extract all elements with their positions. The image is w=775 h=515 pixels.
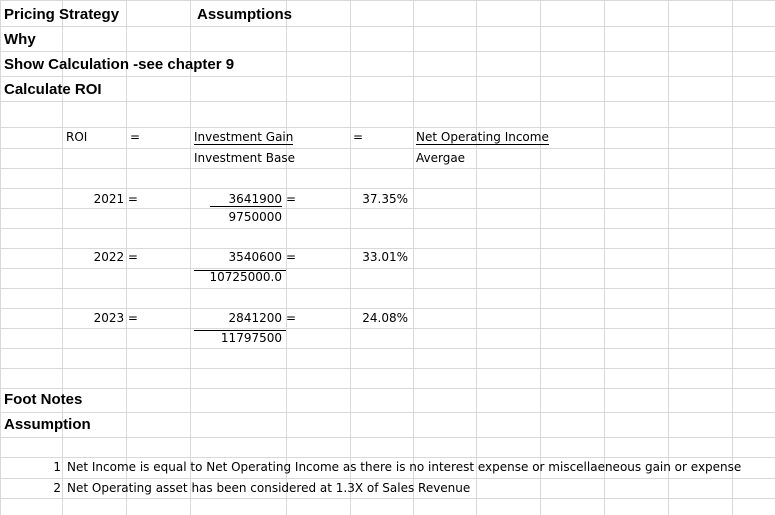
cell-footnote-text[interactable]: Net Operating asset has been considered at 1.3X of Sales Revenue (67, 481, 471, 495)
cell-investment-base[interactable]: Investment Base (194, 151, 296, 165)
cell-roi-label[interactable]: ROI (66, 130, 88, 144)
cell-footnote-number[interactable]: 2 (53, 481, 61, 495)
cell-year-2023[interactable]: 2023 = (93, 311, 138, 325)
cell-equals[interactable]: = (130, 130, 141, 144)
cell-year-2021[interactable]: 2021 = (93, 192, 138, 206)
cell-average[interactable]: Avergae (416, 151, 466, 165)
cell-roi-result-2023[interactable]: 24.08% (362, 311, 408, 325)
cell-denominator-2022[interactable]: 10725000.0 (209, 270, 282, 284)
cell-denominator-2023[interactable]: 11797500 (220, 331, 282, 345)
cell-assumption[interactable]: Assumption (4, 416, 91, 433)
cell-year-2022[interactable]: 2022 = (93, 250, 138, 264)
cell-foot-notes[interactable]: Foot Notes (4, 391, 83, 408)
cell-numerator-2022[interactable]: 3540600 (228, 250, 282, 264)
cell-why[interactable]: Why (4, 31, 36, 48)
cell-calculate-roi[interactable]: Calculate ROI (4, 81, 102, 98)
cell-roi-result-2021[interactable]: 37.35% (362, 192, 408, 206)
cell-footnote-text[interactable]: Net Income is equal to Net Operating Income as there is no interest expense or miscellaeneous gain or expense (67, 460, 742, 474)
cell-numerator-2023[interactable]: 2841200 (228, 311, 282, 325)
cell-equals[interactable]: = (286, 311, 297, 325)
cell-roi-result-2022[interactable]: 33.01% (362, 250, 408, 264)
cell-equals[interactable]: = (286, 192, 297, 206)
cell-assumptions[interactable]: Assumptions (197, 6, 293, 23)
cell-investment-gain[interactable]: Investment Gain (194, 130, 294, 144)
cell-equals[interactable]: = (286, 250, 297, 264)
cell-pricing-strategy[interactable]: Pricing Strategy (4, 6, 120, 23)
cell-denominator-2021[interactable]: 9750000 (228, 210, 282, 224)
cell-net-operating-income[interactable]: Net Operating Income (416, 130, 549, 144)
cell-footnote-number[interactable]: 1 (53, 460, 61, 474)
cell-numerator-2021[interactable]: 3641900 (210, 193, 282, 207)
cell-equals[interactable]: = (353, 130, 364, 144)
cell-show-calculation[interactable]: Show Calculation -see chapter 9 (4, 56, 235, 73)
